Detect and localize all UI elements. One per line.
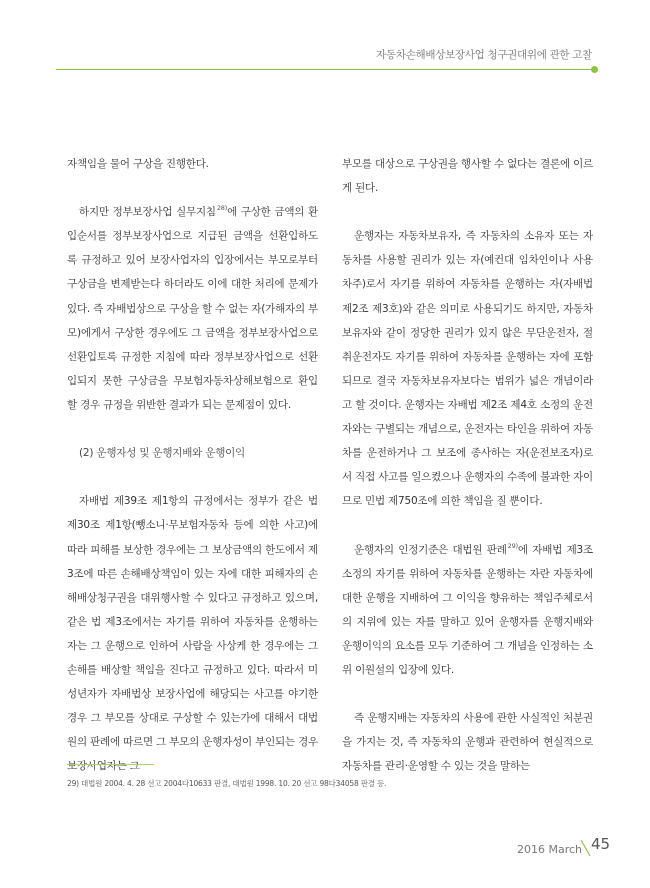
paragraph: 자책임을 물어 구상을 진행한다. [67, 158, 209, 170]
footnote-ref: 28) [216, 204, 228, 213]
paragraph-text: 운행자의 인정기준은 대법원 판례 [354, 543, 507, 556]
paragraph [67, 200, 318, 417]
paragraph: 운행자는 자동차보유자, 즉 자동차의 소유자 또는 자동차를 사용할 권리가 있는 자(예컨대 임차인이나 사용차주)로서 자기를 위하여 자동차를 운행하는 자(자배법 제2조 제3호)와 같은 의미로 사용되기도 하지만, 자동차보유자와 같이 정당한 권리가 있지 않은 무단운전자, 절취운전자도 자기를 위하여 자동차를 운행하는 자에 포함되므로 결국 자동차보유자보다는 범위가 넓은 개념이라고 할 것이다. 운행자는 자배법 제2조 제4호 소정의 운전자와는 구별되는 개념으로, 운전자는 타인을 위하여 자동차를 운전하거나 그 보조에 종사하는 자(운전보조자)로서 직접 사고를 일으켰으나 운행자의 수족에 불과한 자이므로 민법 제750조에 의한 책임을 질 뿐이다. [342, 230, 593, 508]
paragraph-text: 하지만 정부보장사업 실무지침 [79, 206, 216, 219]
footer-issue: 2016 March [517, 843, 583, 856]
right-column [342, 152, 593, 778]
paragraph: 자배법 제39조 제1항의 규정에서는 정부가 같은 법 제30조 제1항(뺑소니·무보험자동차 등에 의한 사고)에 따라 피해를 보상한 경우에는 그 보상금액의 한도에서 제3조에 따른 손해배상책임이 있는 자에 대한 피해자의 손해배상청구권을 대위행사할 수 있다고 규정하고 있으며, 같은 법 제3조에서는 자기를 위하여 자동차를 운행하는 자는 그 운행으로 인하여 사람을 사상케 한 경우에는 그 손해를 배상할 책임을 진다고 규정하고 있다. 따라서 미성년자가 자배법상 보장사업에 해당되는 사고를 야기한 경우 그 부모를 상대로 구상할 수 있는가에 대해서 대법원의 판례에 따르면 그 부모의 운행자성이 부인되는 경우 보장사업자는 그 [67, 495, 318, 773]
paragraph: 즉 운행지배는 자동차의 사용에 관한 사실적인 처분권을 가지는 것, 즉 자동차의 운행과 관련하여 현실적으로 자동차를 관리·운영할 수 있는 것을 말하는 [342, 712, 593, 773]
header-rule [56, 69, 592, 70]
footnote-ref: 29) [507, 541, 518, 550]
paragraph: 부모를 대상으로 구상권을 행사할 수 없다는 결론에 이르게 된다. [342, 158, 593, 195]
header-dot-ornament [591, 66, 598, 73]
running-header-title: 자동차손해배상보장사업 청구권대위에 관한 고찰 [376, 49, 592, 61]
section-subheading: (2) 운행자성 및 운행지배와 운행이익 [79, 447, 246, 460]
paragraph [342, 538, 593, 683]
page-number: 45 [591, 835, 611, 853]
footnote-rule [67, 764, 154, 765]
footnote: 29) 대법원 2004. 4. 28 선고 2004다10633 판결, 대법원 1998. 10. 20 선고 98다34058 판결 등. [67, 779, 387, 788]
paragraph-text: 에 자배법 제3조 소정의 자기를 위하여 자동차를 운행하는 자란 자동차에 대한 운행을 지배하여 그 이익을 향유하는 책임주체로서의 지위에 있는 자를 말하고 있어 운행자를 운행지배와 운행이익의 요소를 모두 기준하여 그 개념을 인정하는 소위 이원설의 입장에 있다. [342, 543, 593, 676]
paragraph-text: 에 구상한 금액의 환입순서를 정부보장사업으로 지급된 금액을 선환입하도록 규정하고 있어 보장사업자의 입장에서는 부모로부터 구상금을 변제받는다 하더라도 이에 대한 처리에 문제가 있다. 즉 자배법상으로 구상을 할 수 없는 자(가해자의 부모)에게서 구상한 경우에도 그 금액을 정부보장사업으로 선환입토록 규정한 지침에 따라 정부보장사업으로 선환입되지 못한 구상금을 무보험자동차상해보험으로 환입할 경우 규정을 위반한 결과가 되는 문제점이 있다. [67, 206, 318, 411]
left-column [67, 152, 318, 778]
